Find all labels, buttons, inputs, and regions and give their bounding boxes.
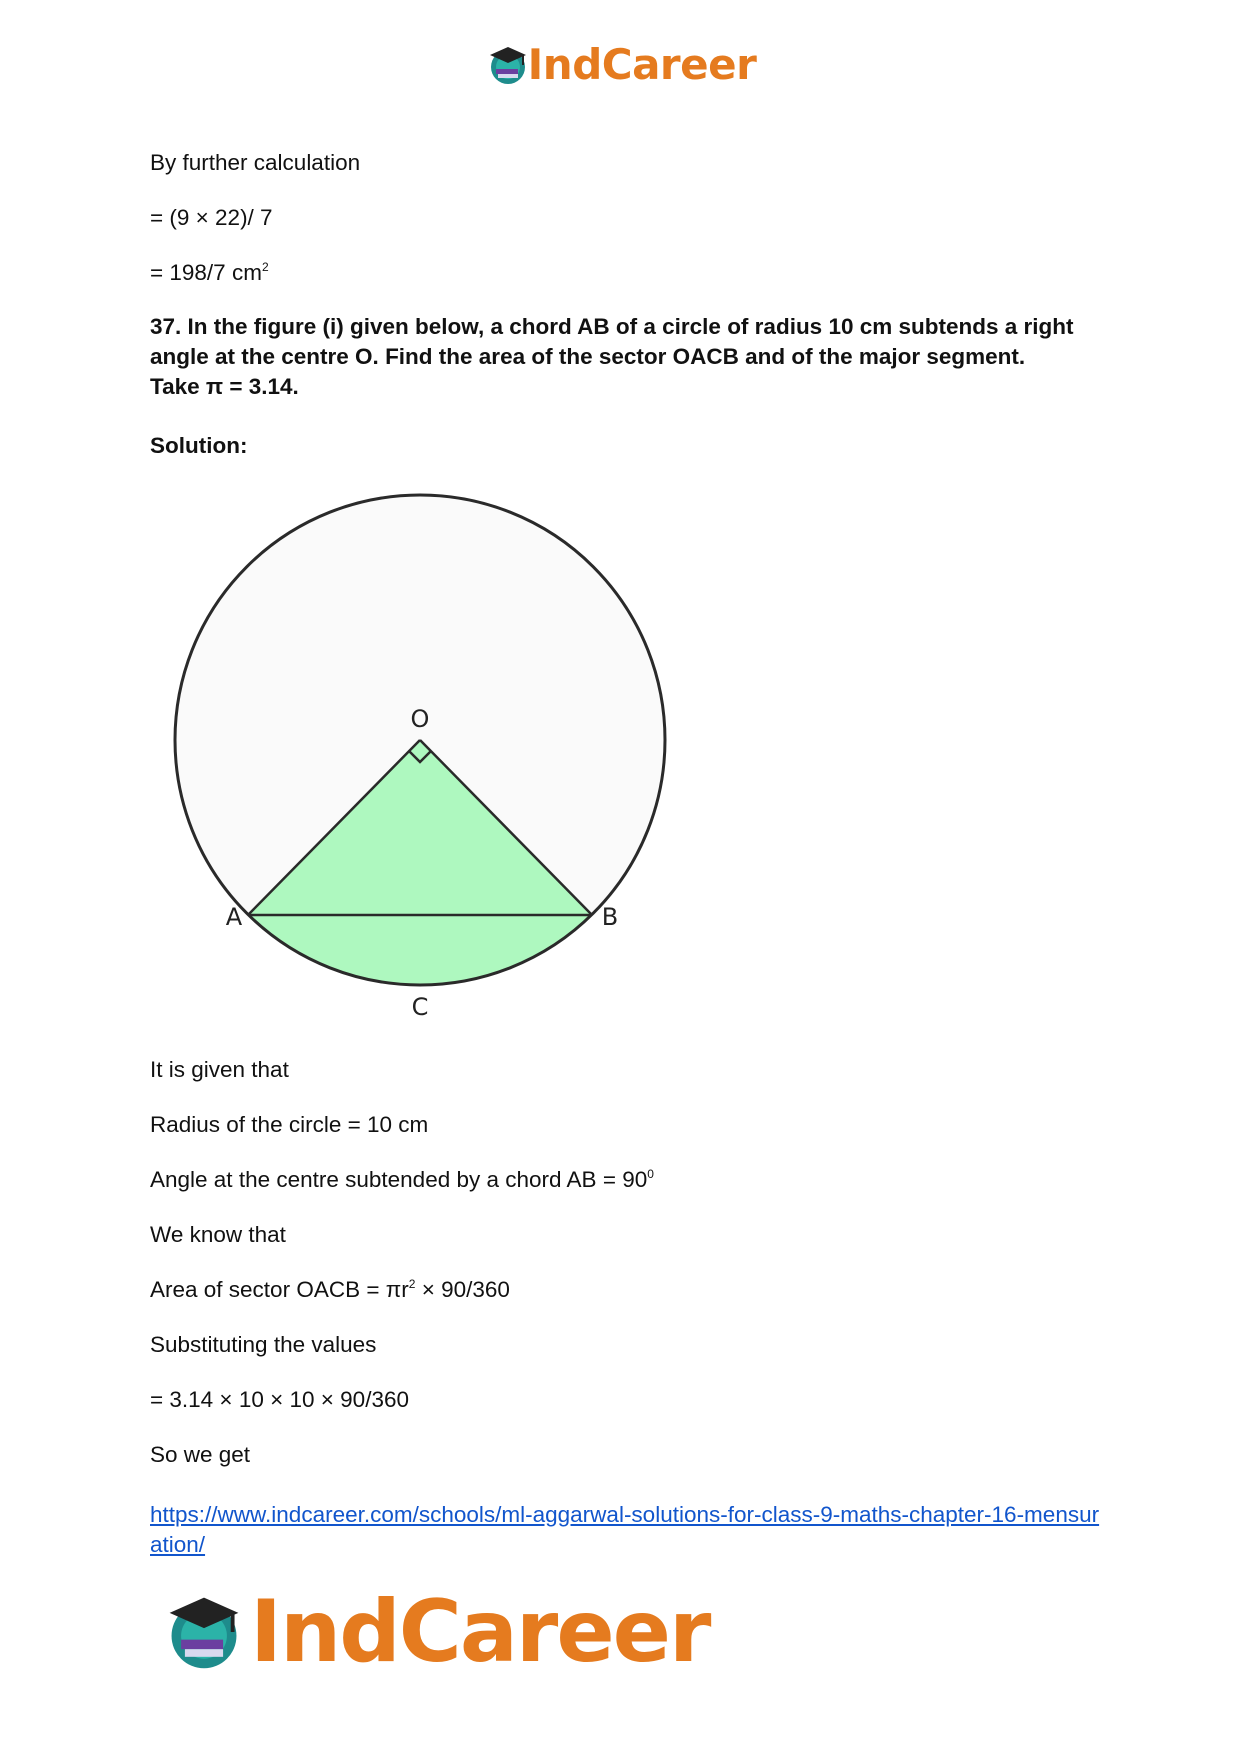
circle-sector-figure: [150, 480, 690, 1020]
brand-name: IndCareer: [250, 1582, 710, 1682]
text-line: Angle at the centre subtended by a chord AB = $90^0$: [150, 1167, 654, 1192]
text-line: Substituting the values: [150, 1332, 377, 1357]
label-b: B: [601, 903, 619, 931]
text-line: = (9 × 22)/ 7: [150, 205, 273, 230]
text-line: = 3.14 × 10 × 10 × 90/360: [150, 1387, 409, 1412]
text-line: Area of sector OACB = $\pi r^2 \times 90/360$: [150, 1277, 510, 1302]
text-line: = 198/7 $cm^2$: [150, 260, 269, 285]
solution-heading: Solution:: [150, 433, 248, 458]
source-link[interactable]: https://www.indcareer.com/schools/ml-aggarwal-solutions-for-class-9-maths-chapter-16-mensuration/: [150, 1502, 1100, 1557]
graduation-cap-globe-icon: [162, 1590, 246, 1674]
minor-segment-shade: [248, 915, 592, 986]
header-logo: [0, 40, 1242, 89]
label-a: A: [225, 903, 243, 931]
question-text: 37. In the figure (i) given below, a chord AB of a circle of radius 10 cm subtends a right angle at the centre O. Find the area of the sector OACB and of the major segment. Take π = 3.14.: [150, 314, 1074, 399]
label-o: O: [410, 705, 430, 733]
footer-logo: [162, 1582, 709, 1682]
text-line: We know that: [150, 1222, 286, 1247]
brand-name: IndCareer: [527, 40, 757, 89]
graduation-cap-globe-icon: [486, 43, 530, 87]
text-line: It is given that: [150, 1057, 289, 1082]
text-line: So we get: [150, 1442, 251, 1467]
text-line: By further calculation: [150, 150, 361, 175]
label-c: C: [411, 993, 429, 1020]
text-line: Radius of the circle = 10 cm: [150, 1112, 429, 1137]
